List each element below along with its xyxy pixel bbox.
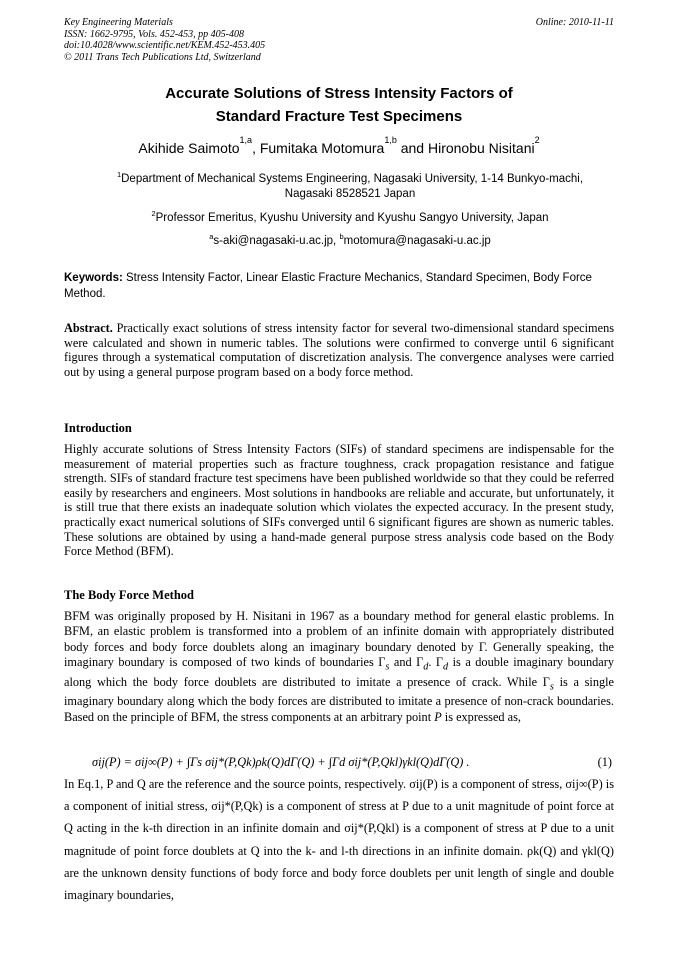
affiliation-2: [80, 211, 620, 226]
gamma-d2-sub: d: [443, 661, 449, 673]
introduction-text: Highly accurate solutions of Stress Intensity Factors (SIFs) of standard specimens are indispensable for the measurement of material properties such as fracture toughness, crack propagation resistance and fatigue strength. SIFs of standard fracture test specimens have been published worldwide so that they could be referred easily by researchers and engineers. Most solutions in handbooks are reliable and accurate, but unfortunately, it is still true that there exists an inadequate solution which violates the expected accuracy. In the present study, practically exact numerical solutions of SIFs converged until 6 significant figures are shown as numeric tables. These solutions are obtained by using a hand-made general purpose stress analysis code based on the Body Force Method (BFM).: [64, 442, 614, 559]
affiliation-1-line-1: Department of Mechanical Systems Engineering, Nagasaki University, 1-14 Bunkyo-machi,: [121, 173, 584, 185]
equation-1-expression: σij(P) = σij∞(P) + ∫Γs σij*(P,Qk)ρk(Q)dΓ(Q) + ∫Γd σij*(P,Qkl)γkl(Q)dΓ(Q) .: [92, 755, 470, 769]
email-a-sup: a: [209, 232, 214, 241]
author-emails: [80, 234, 620, 249]
title-line-2: Standard Fracture Test Specimens: [215, 108, 463, 125]
journal-header: [64, 17, 265, 63]
bfm-p1a: BFM was originally proposed by H. Nisitani in 1967 as a boundary method for general elastic problems. In BFM, an elastic problem is transformed into a problem of an infinite domain with appropriately distributed body forces and body force doublets along an imaginary boundary denoted by: [64, 609, 614, 654]
doi-line: doi:10.4028/www.scientific.net/KEM.452-453.405: [64, 40, 266, 51]
gamma-d-sub: d: [423, 661, 429, 673]
gamma-d2-symbol: Γ: [435, 654, 444, 669]
bfm-paragraph-2: In Eq.1, P and Q are the reference and the source points, respectively. σij(P) is a component of stress, σij∞(P) is a component of initial stress, σij*(P,Qk) is a component of stress at P due to a unit magnitude of point force at Q acting in the k-th direction in an infinite domain and σij*(P,Qkl) is a component of stress at P due to a unit magnitude of point force doublets at Q into the k- and l-th directions in an infinite domain. ρk(Q) and γkl(Q) are the unknown density functions of body force and body force doublets per unit length of single and double imaginary boundaries,: [64, 777, 614, 903]
author-2-sup: 1,b: [384, 135, 397, 145]
keywords-text: Stress Intensity Factor, Linear Elastic Fracture Mechanics, Standard Specimen, Body Force Method.: [64, 272, 592, 300]
author-1-sup: 1,a: [239, 135, 253, 145]
bfm-paragraph-1: [64, 609, 614, 725]
gamma-symbol: Γ: [478, 639, 485, 654]
bfm-heading: The Body Force Method: [64, 588, 194, 602]
online-date: Online: 2010-11-11: [535, 17, 614, 28]
keywords-label: Keywords:: [64, 272, 123, 284]
gamma-d-symbol: Γ: [416, 654, 424, 669]
gamma-s2-sub: s: [549, 681, 554, 693]
bfm-p1d: is a double imaginary boundary along which the body force doublets are distributed to imitate a presence of crack. While: [64, 654, 615, 689]
affiliation-2-text: Professor Emeritus, Kyushu University and Kyushu Sangyo University, Japan: [155, 212, 549, 224]
point-p: P: [434, 709, 442, 724]
bfm-p1b: . Generally speaking, the imaginary boundary is composed of two kinds of boundaries: [64, 639, 614, 669]
journal-name: Key Engineering Materials: [64, 17, 173, 28]
author-1-name: Akihide Saimoto: [138, 140, 240, 156]
copyright-line: © 2011 Trans Tech Publications Ltd, Switzerland: [64, 51, 261, 63]
email-b-sup: b: [339, 232, 344, 241]
title-line-1: Accurate Solutions of Stress Intensity Factors of: [165, 85, 513, 102]
author-3-sup: 2: [534, 135, 540, 145]
author-3-name: and Hironobu Nisitani: [396, 140, 535, 156]
affiliation-1: [80, 172, 620, 202]
affiliation-2-sup: 2: [151, 209, 156, 218]
and-word: and: [389, 654, 417, 669]
abstract-label: Abstract.: [64, 321, 113, 335]
abstract-block: [64, 321, 614, 379]
author-2-name: , Fumitaka Motomura: [252, 140, 385, 156]
gamma-s2-symbol: Γ: [542, 674, 550, 689]
issn-line: ISSN: 1662-9795, Vols. 452-453, pp 405-408: [64, 28, 244, 40]
affiliation-1-sup: 1: [116, 170, 122, 179]
keywords-block: [64, 271, 614, 302]
gamma-s-sub: s: [385, 661, 390, 673]
abstract-text: Practically exact solutions of stress intensity factor for several two-dimensional standard specimens were calculated and shown in numeric tables. The solutions were confirmed to converge until 6 significant figures through a systematical computation of discretization analysis. The convergence analyses were carried out by using a general purpose program based on a body force method.: [64, 321, 614, 379]
bfm-p1f: is expressed as,: [441, 709, 521, 724]
email-a[interactable]: s-aki@nagasaki-u.ac.jp,: [213, 235, 340, 247]
bfm-p1e: is a single imaginary boundary along which the body forces are distributed to imitate a presence of non-crack boundaries. Based on the principle of BFM, the stress components at an arbitrary point: [64, 674, 614, 724]
paper-title: [0, 82, 678, 128]
bfm-p1c: .: [428, 654, 436, 669]
email-b[interactable]: motomura@nagasaki-u.ac.jp: [343, 235, 491, 247]
gamma-s-symbol: Γ: [378, 654, 386, 669]
affiliation-1-line-2: Nagasaki 8528521 Japan: [284, 188, 416, 200]
author-list: [0, 135, 678, 157]
equation-1-number: (1): [597, 755, 612, 769]
introduction-heading: Introduction: [64, 421, 132, 435]
